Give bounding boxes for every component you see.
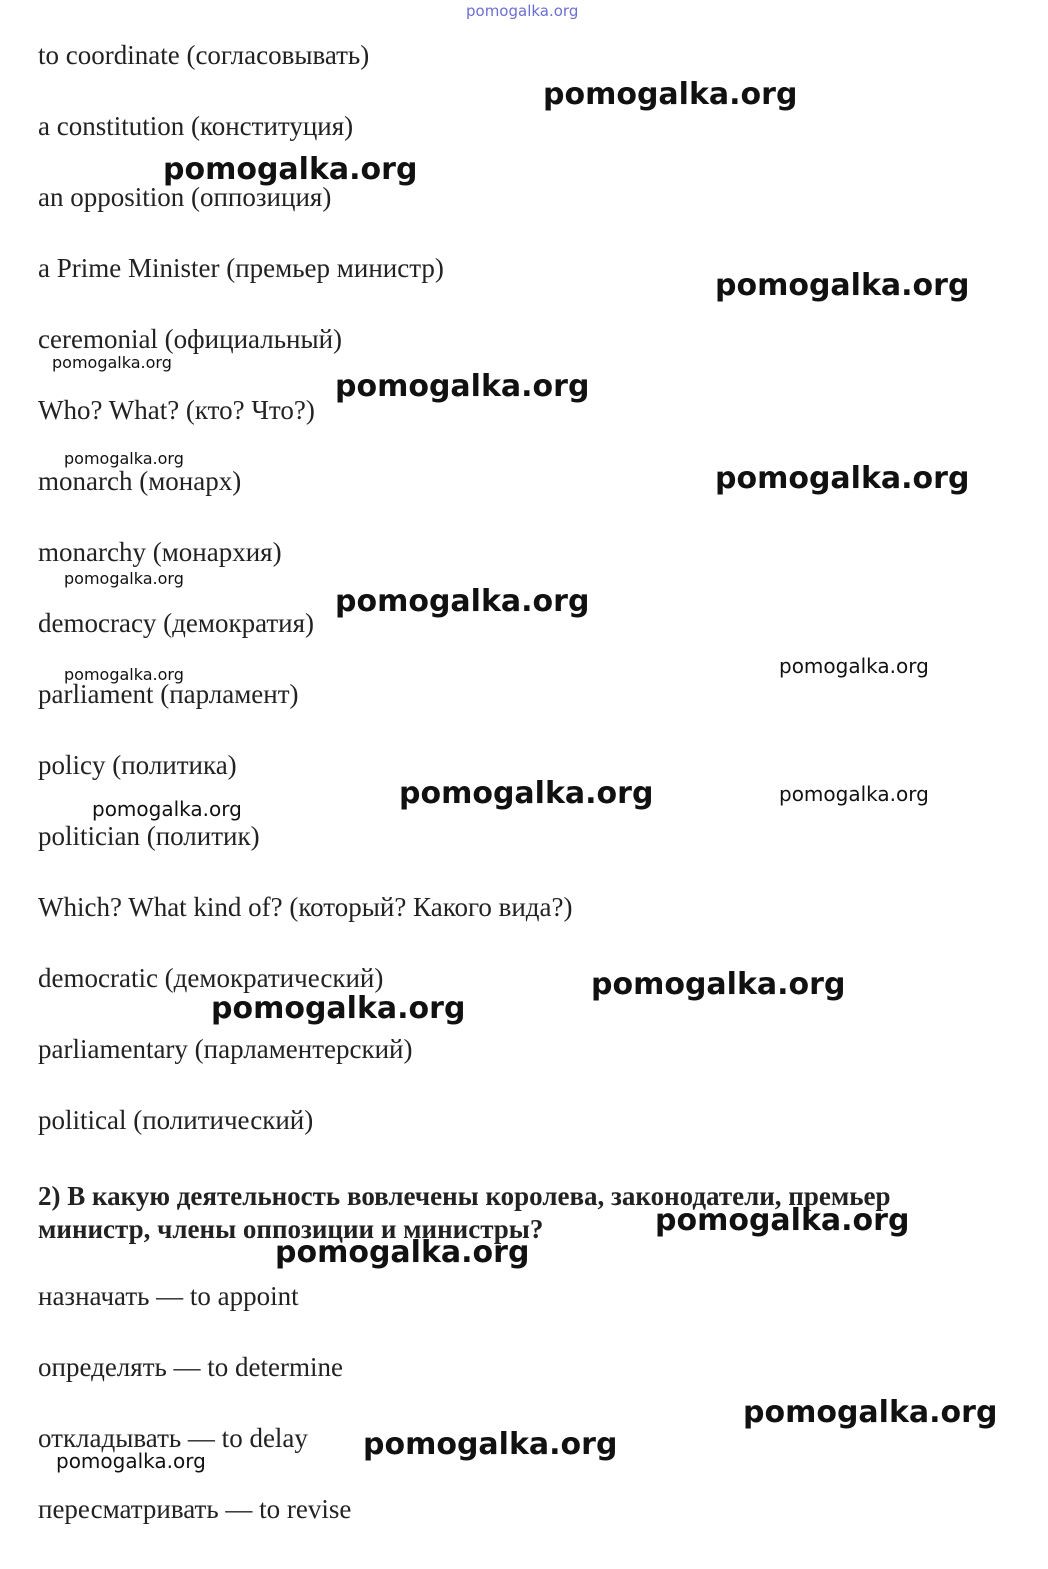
watermark: pomogalka.org [779, 782, 929, 806]
vocab-item: parliament (парламент) [38, 679, 299, 709]
vocab-item: political (политический) [38, 1105, 314, 1135]
watermark: pomogalka.org [335, 369, 590, 404]
vocab-item: monarch (монарх) [38, 466, 242, 496]
watermark: pomogalka.org [64, 665, 184, 684]
top-watermark: pomogalka.org [466, 2, 579, 20]
vocab-item: a Prime Minister (премьер министр) [38, 253, 444, 283]
vocab-item: politician (политик) [38, 821, 260, 851]
verb-item: откладывать — to delay [38, 1423, 308, 1453]
vocab-item: democracy (демократия) [38, 608, 315, 638]
vocab-item: to coordinate (согласовывать) [38, 40, 370, 70]
watermark: pomogalka.org [399, 776, 654, 811]
verb-item: назначать — to appoint [38, 1281, 299, 1311]
watermark: pomogalka.org [335, 584, 590, 619]
vocab-item: policy (политика) [38, 750, 237, 780]
section-heading: 2) В какую деятельность вовлечены королева, законодатели, премьер министр, члены оппозиции и министры? [38, 1181, 891, 1244]
watermark: pomogalka.org [64, 449, 184, 468]
vocab-item: an opposition (оппозиция) [38, 182, 332, 212]
watermark: pomogalka.org [655, 1203, 910, 1238]
watermark: pomogalka.org [211, 991, 466, 1026]
watermark: pomogalka.org [363, 1427, 618, 1462]
vocab-item: ceremonial (официальный) [38, 324, 343, 354]
watermark: pomogalka.org [591, 967, 846, 1002]
watermark: pomogalka.org [52, 353, 172, 372]
vocab-item: parliamentary (парламентерский) [38, 1034, 413, 1064]
verb-item: пересматривать — to revise [38, 1494, 352, 1524]
verb-item: определять — to determine [38, 1352, 344, 1382]
watermark: pomogalka.org [275, 1235, 530, 1270]
watermark: pomogalka.org [64, 569, 184, 588]
watermark: pomogalka.org [743, 1395, 998, 1430]
watermark: pomogalka.org [92, 797, 242, 821]
vocab-item: democratic (демократический) [38, 963, 384, 993]
watermark: pomogalka.org [56, 1449, 206, 1473]
vocab-item: monarchy (монархия) [38, 537, 282, 567]
watermark: pomogalka.org [715, 268, 970, 303]
watermark: pomogalka.org [779, 654, 929, 678]
watermark: pomogalka.org [715, 461, 970, 496]
vocab-question: Which? What kind of? (который? Какого вида?) [38, 892, 573, 922]
vocab-question: Who? What? (кто? Что?) [38, 395, 315, 425]
vocab-item: a constitution (конституция) [38, 111, 354, 141]
watermark: pomogalka.org [163, 152, 418, 187]
watermark: pomogalka.org [543, 77, 798, 112]
